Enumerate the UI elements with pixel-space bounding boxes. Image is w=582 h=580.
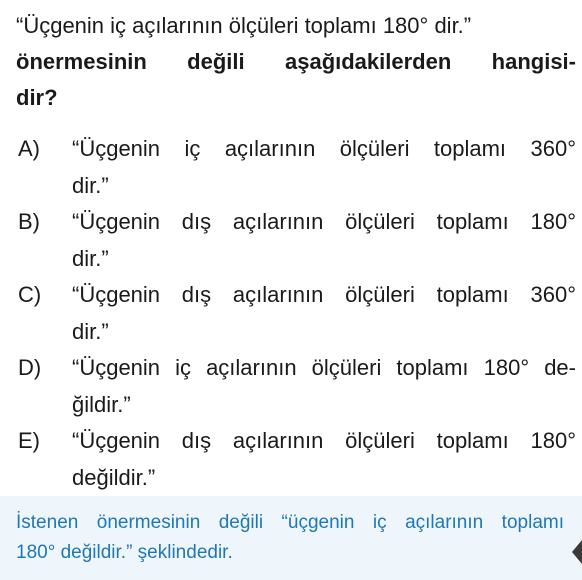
option-e[interactable] xyxy=(16,422,576,496)
option-a-letter: A) xyxy=(18,136,40,161)
question-line-1: “Üçgenin iç açılarının ölçüleri toplamı 180° dir.” xyxy=(16,13,472,38)
option-a[interactable] xyxy=(16,130,576,204)
option-a-line-2: dir.” xyxy=(72,173,109,198)
option-c-letter: C) xyxy=(18,282,42,307)
question-line-3: dir? xyxy=(16,85,58,110)
option-d-line-1: “Üçgenin iç açılarının ölçüleri toplamı 180° de- xyxy=(72,355,576,380)
question-stem xyxy=(16,8,576,116)
option-e-line-2: değildir.” xyxy=(72,465,156,490)
option-e-line-1: “Üçgenin dış açılarının ölçüleri toplamı 180° xyxy=(72,428,576,453)
question-line-2: önermesinin değili aşağıdakilerden hangisi- xyxy=(16,49,576,74)
option-d-line-2: ğildir.” xyxy=(72,392,131,417)
option-c-line-2: dir.” xyxy=(72,319,109,344)
answer-explanation xyxy=(16,508,564,568)
option-d[interactable] xyxy=(16,349,576,423)
option-b-letter: B) xyxy=(18,209,40,234)
option-c-line-1: “Üçgenin dış açılarının ölçüleri toplamı 360° xyxy=(72,282,576,307)
option-c[interactable] xyxy=(16,276,576,350)
option-b-line-1: “Üçgenin dış açılarının ölçüleri toplamı 180° xyxy=(72,209,576,234)
option-b[interactable] xyxy=(16,203,576,277)
answer-line-1: İstenen önermesinin değili “üçgenin iç açılarının toplamı xyxy=(16,512,564,533)
answer-line-2: 180° değildir.” şeklindedir. xyxy=(16,542,233,563)
page-corner-mark xyxy=(572,540,582,564)
option-b-line-2: dir.” xyxy=(72,246,109,271)
option-e-letter: E) xyxy=(18,428,40,453)
option-a-line-1: “Üçgenin iç açılarının ölçüleri toplamı 360° xyxy=(72,136,576,161)
option-d-letter: D) xyxy=(18,355,42,380)
